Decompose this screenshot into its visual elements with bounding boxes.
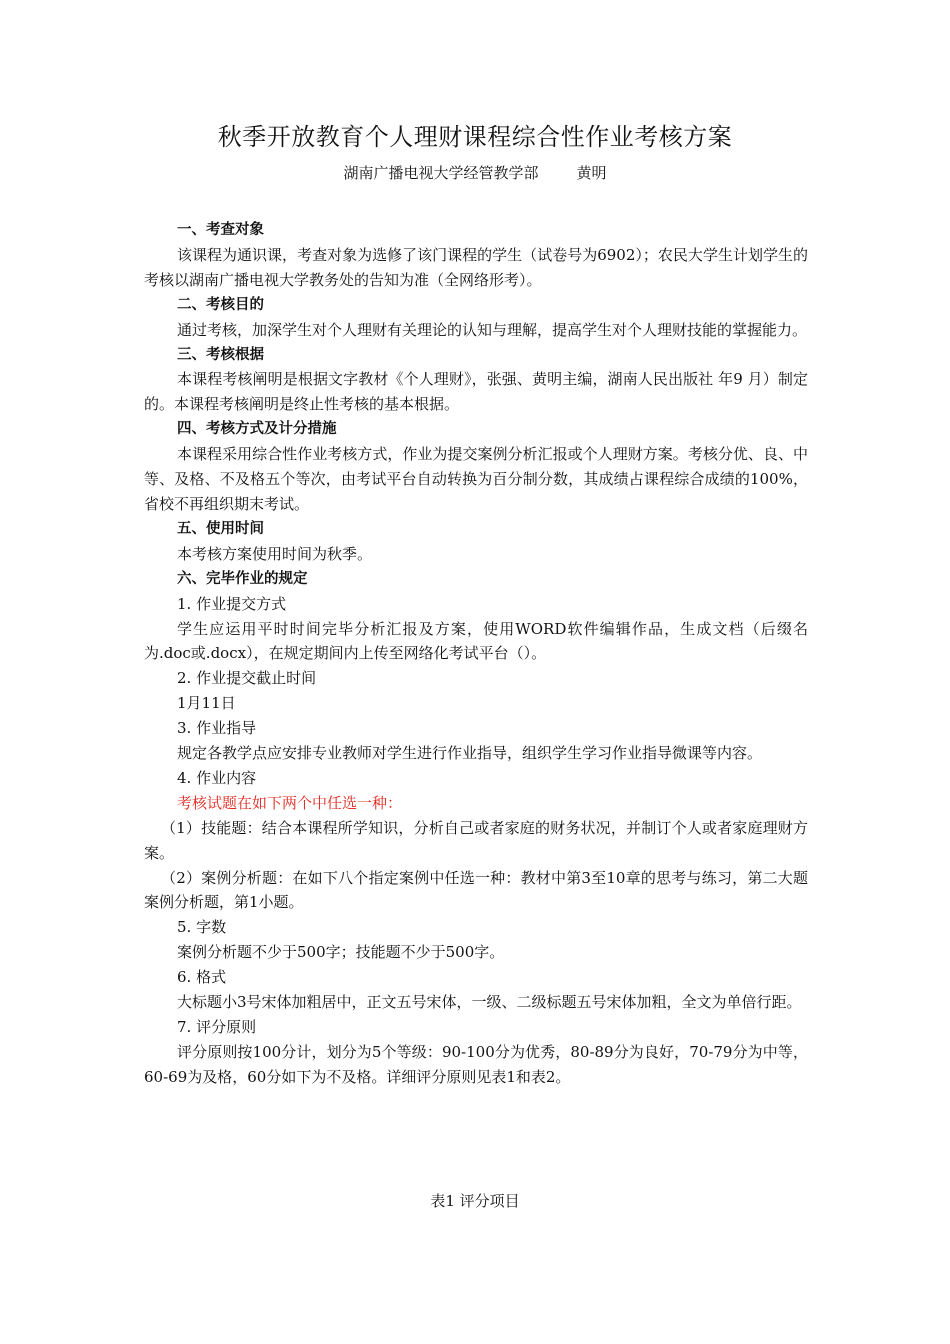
section-paragraph: 该课程为通识课，考查对象为选修了该门课程的学生（试卷号为6902）；农民大学生计划学生的考核以湖南广播电视大学教务处的告知为准（全网络形考）。: [144, 245, 808, 289]
section-paragraph: 通过考核，加深学生对个人理财有关理论的认知与理解，提高学生对个人理财技能的掌握能力。: [177, 320, 808, 339]
requirement-text: 大标题小3号宋体加粗居中，正文五号宋体，一级、二级标题五号宋体加粗，全文为单倍行距。: [177, 993, 802, 1012]
section-paragraph: 本课程考核阐明是根据文字教材《个人理财》，张强、黄明主编，湖南人民出版社 年9 月）制定的。本课程考核阐明是终止性考核的基本根据。: [144, 370, 808, 414]
document-subtitle: [0, 162, 950, 184]
table-caption: 表1 评分项目: [430, 1192, 520, 1210]
section-heading: 二、考核目的: [177, 296, 264, 313]
requirement-title: 2. 作业提交截止时间: [177, 669, 317, 688]
document-title: 秋季开放教育个人理财课程综合性作业考核方案: [217, 123, 733, 151]
section-heading: 四、考核方式及计分措施: [177, 421, 337, 438]
author-name: 黄明: [576, 164, 607, 182]
section-heading: 五、使用时间: [177, 520, 264, 537]
section-heading: 六、完毕作业的规定: [177, 570, 308, 587]
document-body: [144, 218, 808, 1090]
requirement-text: 学生应运用平时时间完毕分析汇报及方案，使用WORD软件编辑作品，生成文档（后缀名为.doc或.docx），在规定期间内上传至网络化考试平台（）。: [144, 619, 808, 663]
requirement-title: 7. 评分原则: [177, 1018, 257, 1036]
section-paragraph: 本考核方案使用时间为秋季。: [177, 544, 373, 563]
requirement-option: （2）案例分析题：在如下八个指定案例中任选一种：教材中第3至10章的思考与练习，第二大题案例分析题，第1小题。: [144, 868, 808, 912]
requirement-title: 1. 作业提交方式: [177, 594, 287, 613]
requirement-title: 6. 格式: [177, 968, 227, 987]
requirement-text: 案例分析题不少于500字；技能题不少于500字。: [177, 943, 505, 962]
requirement-highlight: 考核试题在如下两个中任选一种：: [177, 793, 403, 812]
section-heading: 三、考核根据: [177, 346, 264, 363]
author-organization: 湖南广播电视大学经管教学部: [343, 164, 539, 182]
requirement-title: 4. 作业内容: [177, 768, 257, 787]
requirement-title: 5. 字数: [177, 918, 227, 937]
section-paragraph: 本课程采用综合性作业考核方式，作业为提交案例分析汇报或个人理财方案。考核分优、良、中等、及格、不及格五个等次，由考试平台自动转换为百分制分数，其成绩占课程综合成绩的100%，省校不再组织期末考试。: [144, 445, 808, 513]
requirement-text: 1月11日: [177, 694, 236, 713]
section-heading: 一、考查对象: [177, 222, 264, 238]
requirement-option: （1）技能题：结合本课程所学知识，分析自己或者家庭的财务状况，并制订个人或者家庭理财方案。: [144, 818, 808, 862]
requirement-title: 3. 作业指导: [177, 719, 257, 738]
requirement-text: 规定各教学点应安排专业教师对学生进行作业指导，组织学生学习作业指导微课等内容。: [177, 744, 763, 763]
requirement-text: 评分原则按100分计，划分为5个等级：90-100分为优秀，80-89分为良好，70-79分为中等，60-69为及格，60分如下为不及格。详细评分原则见表1和表2。: [144, 1042, 808, 1086]
